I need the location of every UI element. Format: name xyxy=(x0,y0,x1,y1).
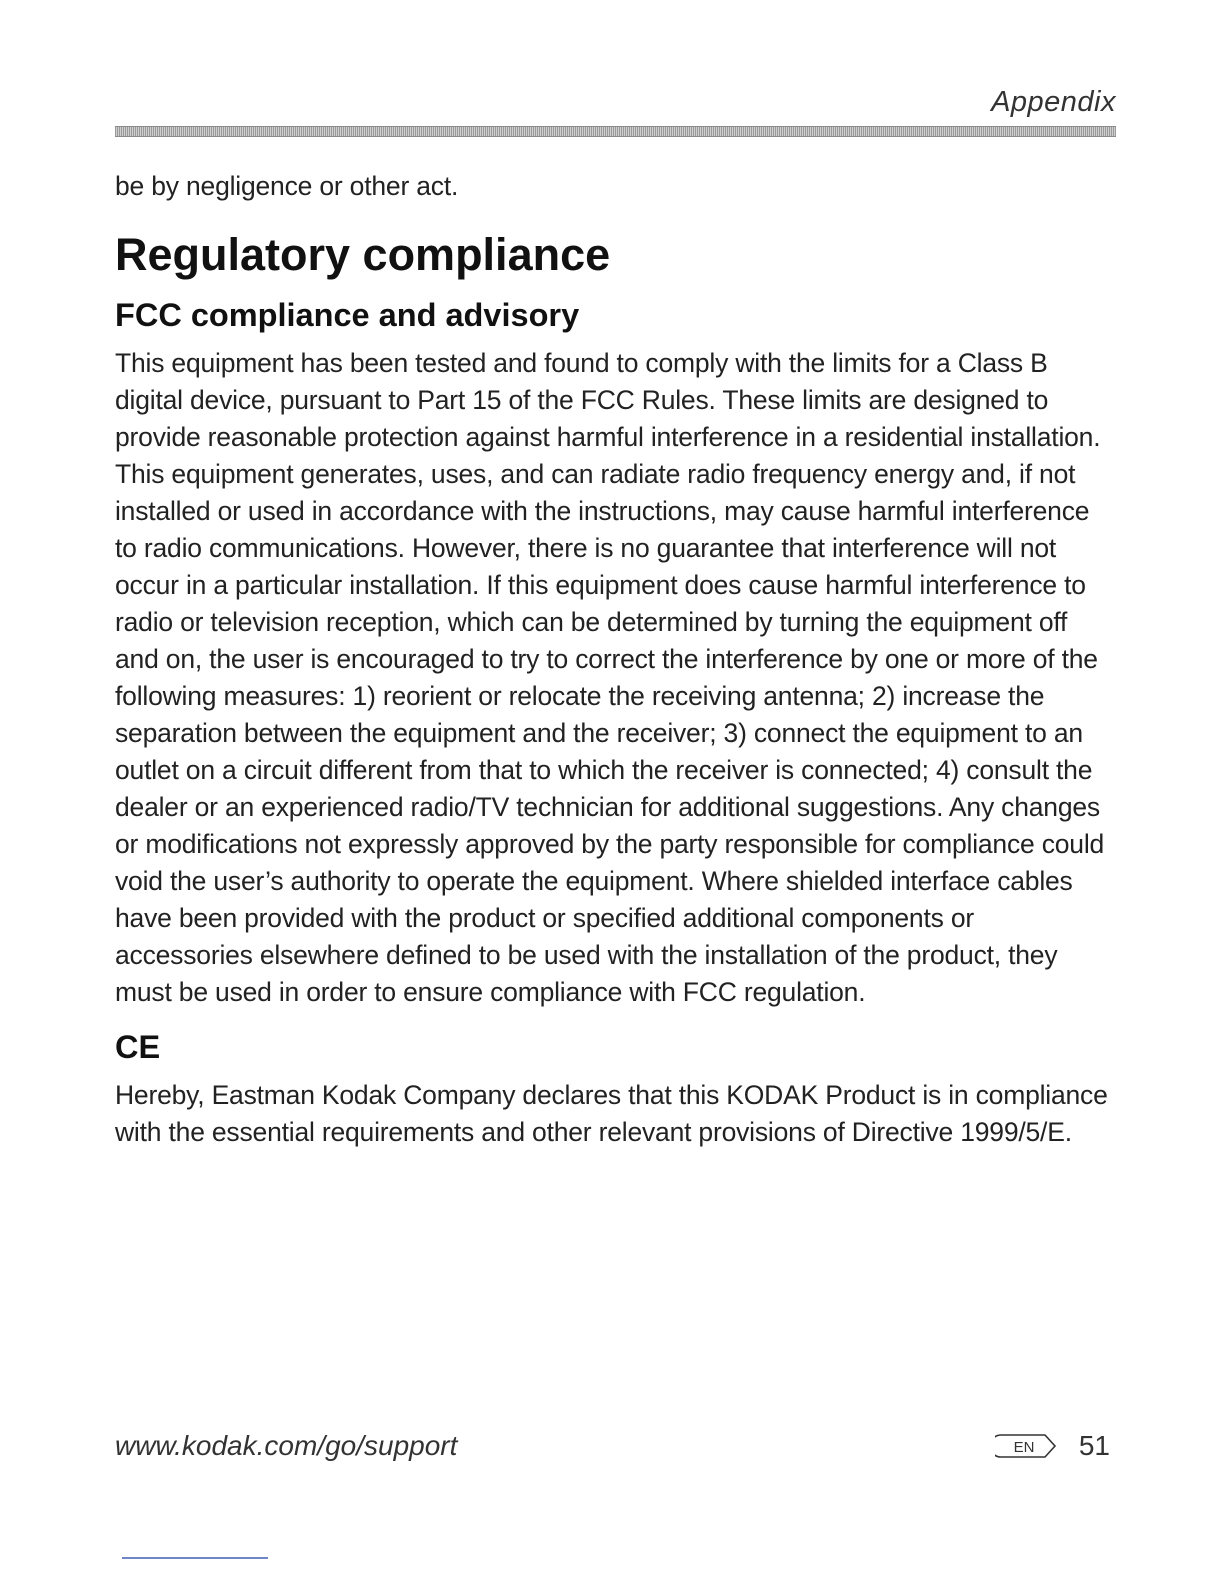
section-body-ce: Hereby, Eastman Kodak Company declares that this KODAK Product is in compliance with the essential requirements and other relevant provisions of Directive 1999/5/E. xyxy=(115,1080,1108,1147)
section-heading-ce: CE xyxy=(115,1029,161,1065)
language-badge-label: EN xyxy=(1013,1439,1035,1456)
section-body-fcc: This equipment has been tested and found to comply with the limits for a Class B digital device, pursuant to Part 15 of the FCC Rules. These limits are designed to provide reasonable protection against harmful interference in a residential installation. This equipment generates, uses, and can radiate radio frequency energy and, if not installed or used in accordance with the instructions, may cause harmful interference to radio communications. However, there is no guarantee that interference will not occur in a particular installation. If this equipment does cause harmful interference to radio or television reception, which can be determined by turning the equipment off and on, the user is encouraged to try to correct the interference by one or more of the following measures: 1) reorient or relocate the receiving antenna; 2) increase the separation between the equipment and the receiver; 3) connect the equipment to an outlet on a circuit different from that to which the receiver is connected; 4) consult the dealer or an experienced radio/TV technician for additional suggestions. Any changes or modifications not expressly approved by the party responsible for compliance could void the user’s authority to operate the equipment. Where shielded interface cables have been provided with the product or specified additional components or accessories elsewhere defined to be used with the installation of the product, they must be used in order to ensure compliance with FCC regulation. xyxy=(115,348,1105,1007)
continuation-text: be by negligence or other act. xyxy=(115,171,459,201)
page-content xyxy=(115,168,1115,1151)
header-rule xyxy=(115,126,1116,137)
page-header xyxy=(115,82,1116,137)
scan-mark xyxy=(122,1557,268,1559)
language-badge-icon xyxy=(995,1431,1059,1461)
header-title: Appendix xyxy=(991,86,1116,118)
support-url[interactable]: www.kodak.com/go/support xyxy=(115,1430,458,1461)
page-footer xyxy=(115,1426,1110,1470)
footer-right xyxy=(995,1426,1110,1466)
page-title: Regulatory compliance xyxy=(115,229,611,280)
section-heading-fcc: FCC compliance and advisory xyxy=(115,297,580,333)
page-number: 51 xyxy=(1078,1430,1110,1461)
